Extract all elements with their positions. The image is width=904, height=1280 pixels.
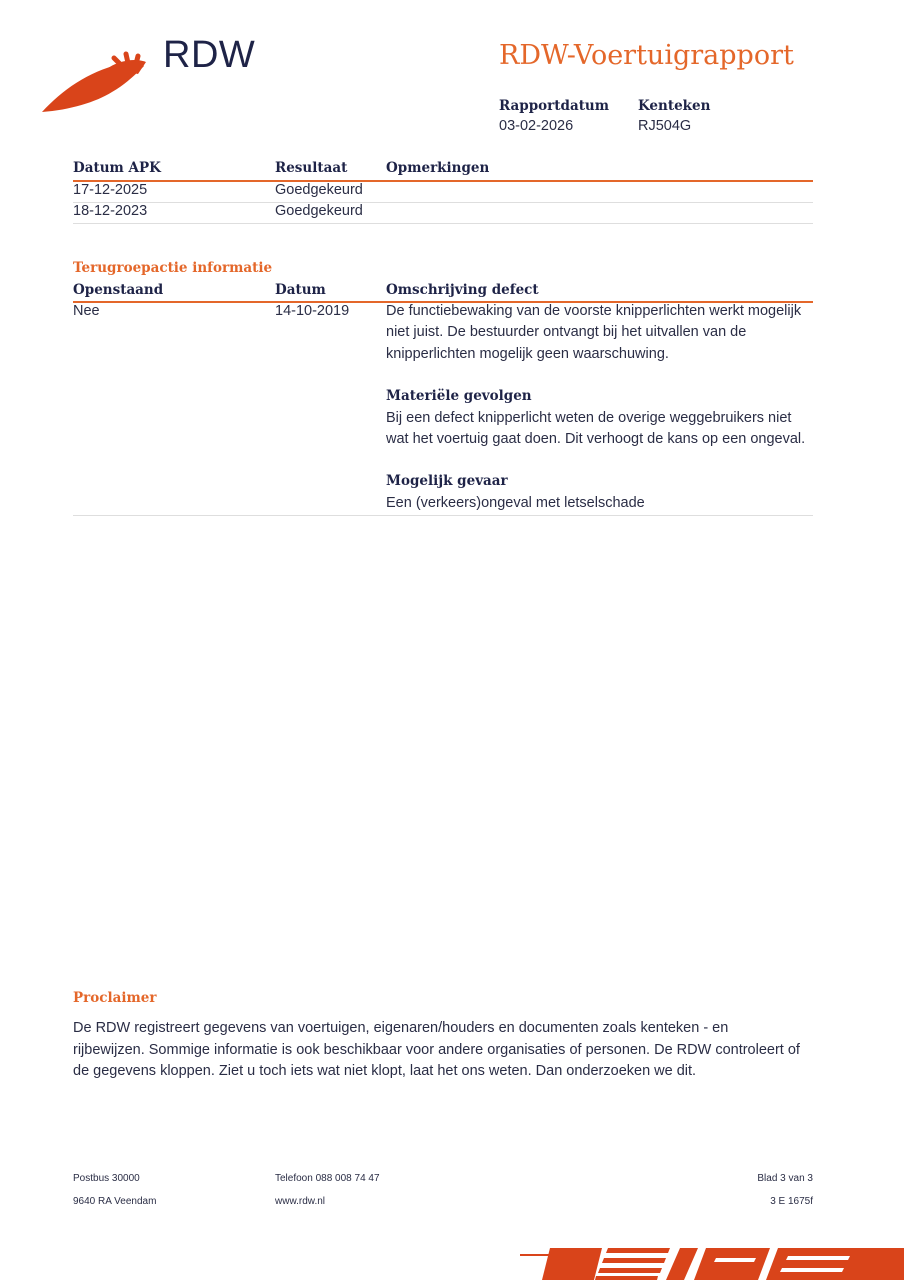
apk-header-rule: [73, 180, 813, 182]
recall-col-description-header: Omschrijving defect: [386, 282, 539, 298]
apk-col-result-header: Resultaat: [275, 160, 348, 176]
recall-description: De functiebewaking van de voorste knipperlichten werkt mogelijk niet juist. De bestuurder ontvangt bij het uitvallen van de knipperlichten mogelijk geen waarschuwing.: [386, 303, 802, 362]
report-title: RDW-Voertuigrapport: [499, 40, 794, 71]
recall-consequences-text: Bij een defect knipperlicht weten de overige weggebruikers niet wat het voertuig gaat doen. Dit verhoogt de kans op een ongeval.: [386, 410, 806, 448]
recall-consequences-label: Materiële gevolgen: [386, 388, 532, 404]
apk-row-1-date: 17-12-2025: [73, 182, 148, 198]
footer-page-number: Blad 3 van 3: [757, 1173, 813, 1184]
apk-col-remarks-header: Opmerkingen: [386, 160, 490, 176]
plate-value: RJ504G: [638, 118, 692, 134]
footer-website: www.rdw.nl: [275, 1196, 326, 1207]
apk-row-divider: [73, 223, 813, 224]
proclaimer-title: Proclaimer: [73, 990, 157, 1006]
report-date-value: 03-02-2026: [499, 118, 574, 134]
footer-document-code: 3 E 1675f: [770, 1196, 813, 1207]
apk-row-2-date: 18-12-2023: [73, 203, 148, 219]
recall-date-value: 14-10-2019: [275, 303, 350, 319]
footer-decorative-stripes-icon: [520, 1244, 904, 1280]
apk-row-2-result: Goedgekeurd: [275, 203, 363, 219]
footer-phone: Telefoon 088 008 74 47: [275, 1173, 380, 1184]
report-date-label: Rapportdatum: [499, 98, 610, 114]
recall-col-date-header: Datum: [275, 282, 326, 298]
recall-open-value: Nee: [73, 303, 100, 319]
recall-section-title: Terugroepactie informatie: [73, 260, 273, 276]
apk-col-date-header: Datum APK: [73, 160, 161, 176]
recall-danger-label: Mogelijk gevaar: [386, 473, 508, 489]
recall-row-divider: [73, 515, 813, 516]
apk-row-divider: [73, 202, 813, 203]
plate-label: Kenteken: [638, 98, 711, 114]
recall-col-open-header: Openstaand: [73, 282, 164, 298]
recall-danger-text: Een (verkeers)ongeval met letselschade: [386, 495, 645, 511]
footer-address-line2: 9640 RA Veendam: [73, 1196, 157, 1207]
proclaimer-text: De RDW registreert gegevens van voertuigen, eigenaren/houders en documenten zoals kenteken - en rijbewijzen. Sommige informatie is ook beschikbaar voor andere organisaties of personen. De RDW controleert of de gegevens kloppen. Ziet u toch iets wat niet klopt, laat het ons weten. Dan onderzoeken we dit.: [73, 1020, 800, 1079]
footer-address-line1: Postbus 30000: [73, 1173, 140, 1184]
logo-text: RDW: [163, 34, 256, 76]
apk-row-1-result: Goedgekeurd: [275, 182, 363, 198]
